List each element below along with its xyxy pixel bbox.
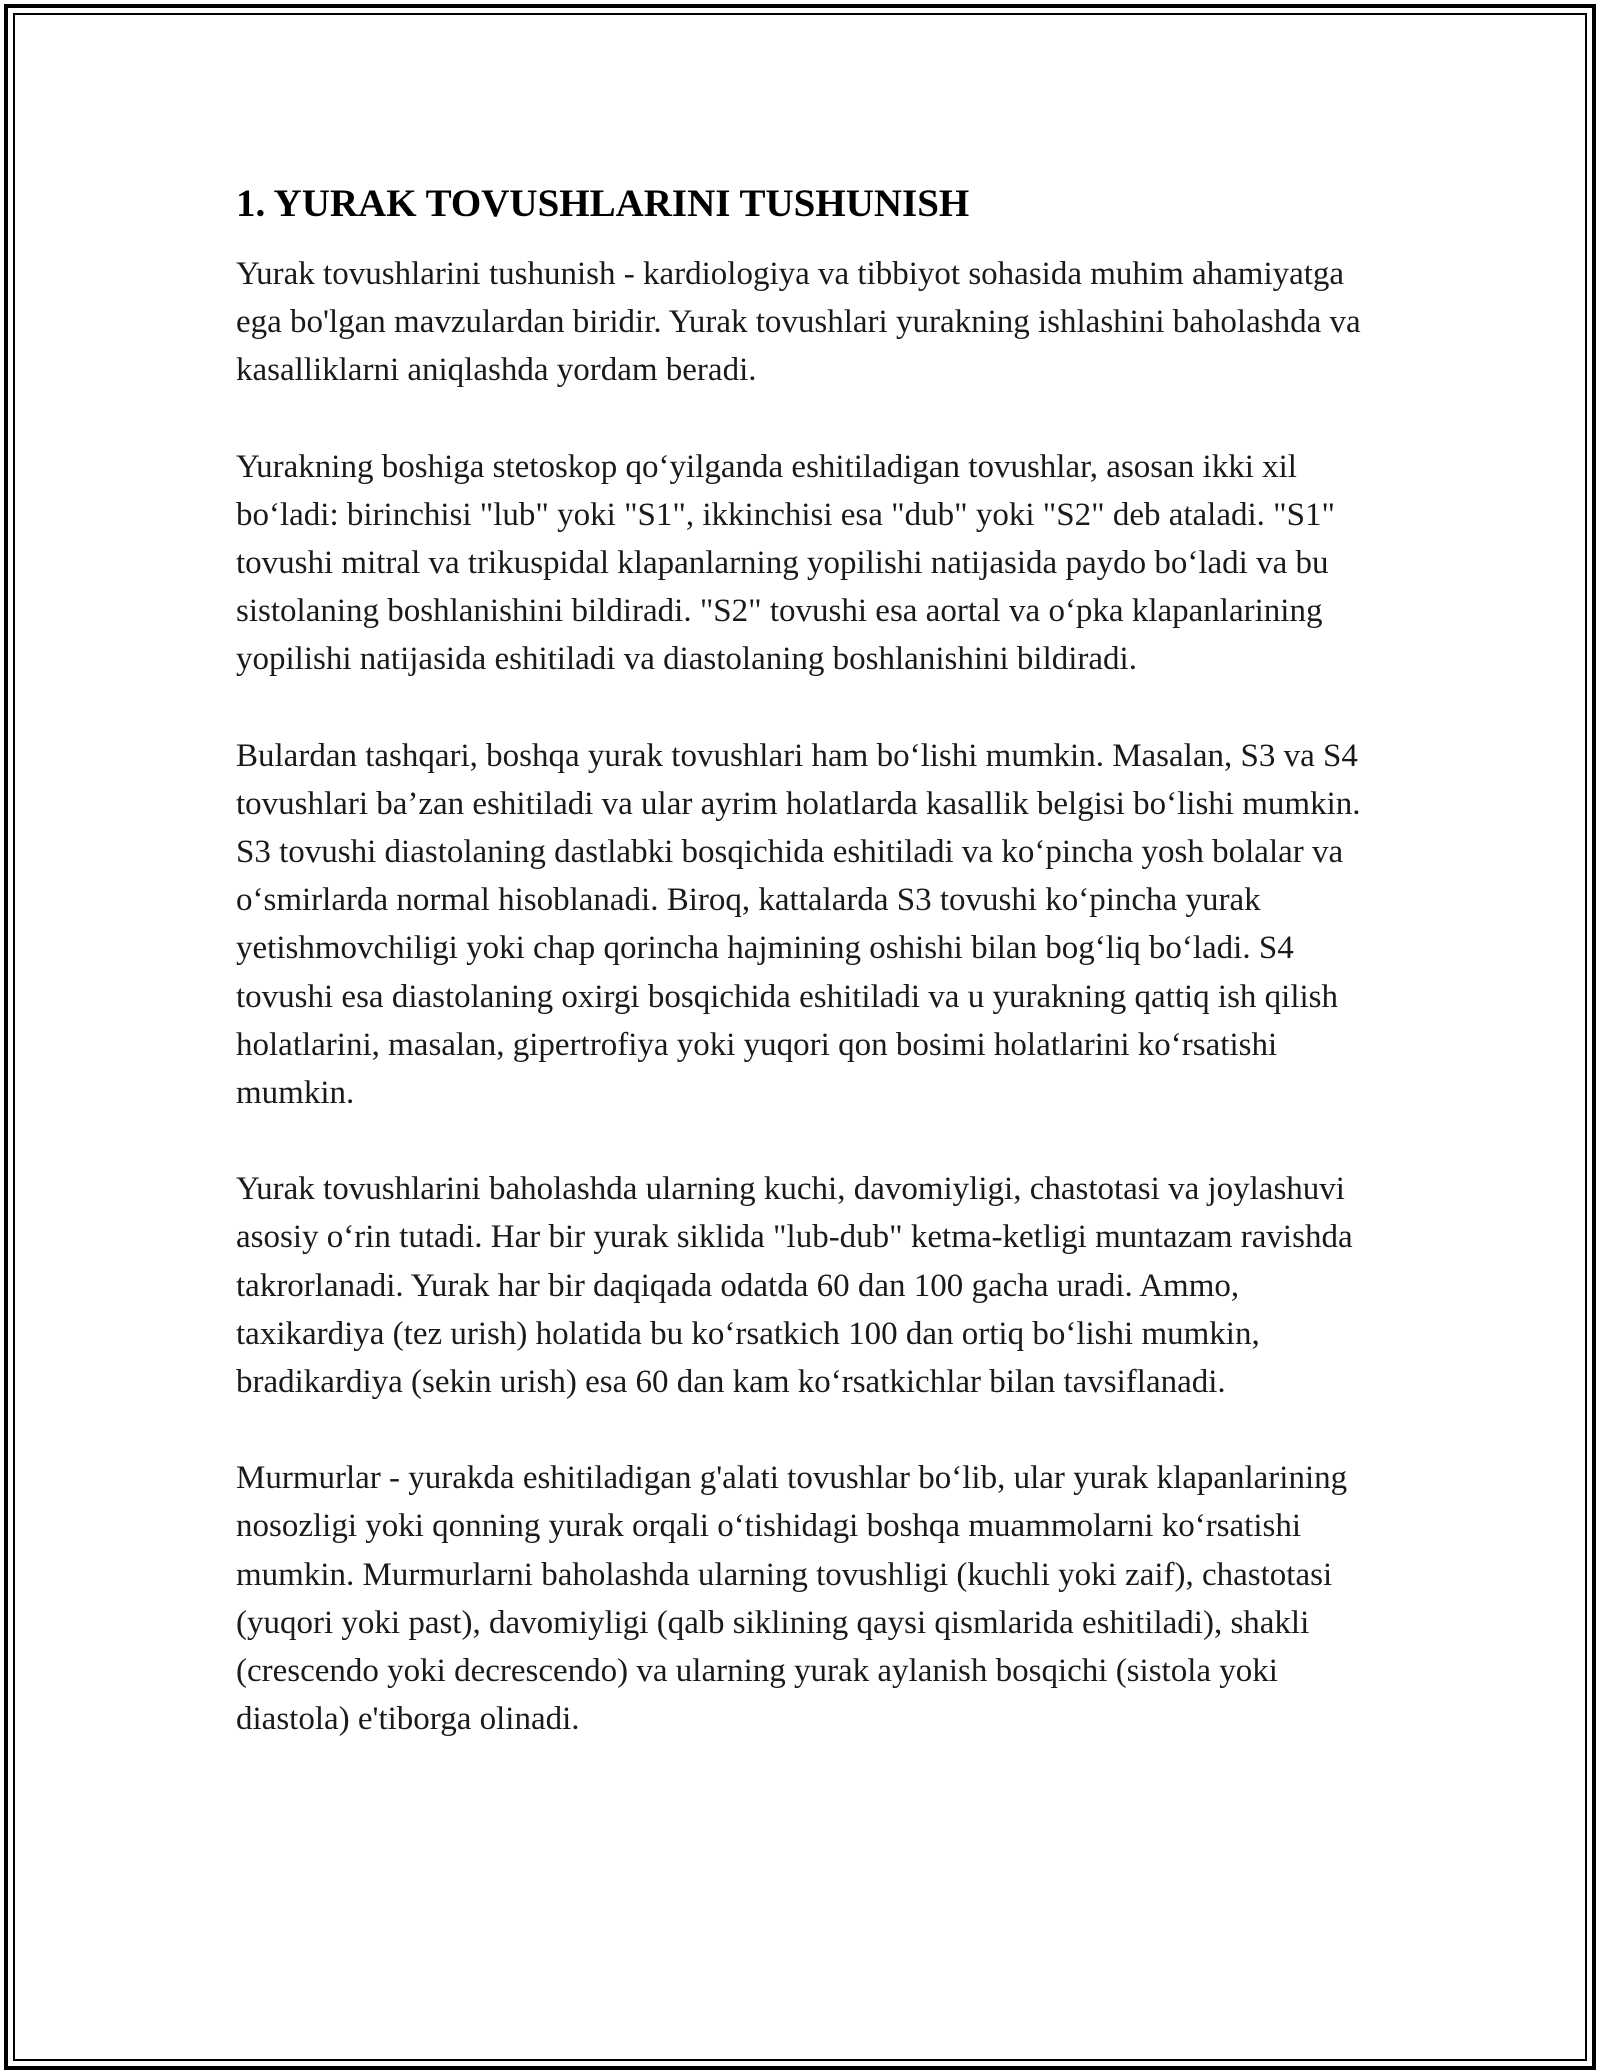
document-body <box>236 180 1376 1743</box>
paragraph-heart-rate: Yurak tovushlarini baholashda ularning kuchi, davomiyligi, chastotasi va joylashuvi asosiy o‘rin tutadi. Har bir yurak siklida "lub-dub" ketma-ketligi muntazam ravishda takrorlanadi. Yurak har bir daqiqada odatda 60 dan 100 gacha uradi. Ammo, taxikardiya (tez urish) holatida bu ko‘rsatkich 100 dan ortiq bo‘lishi mumkin, bradikardiya (sekin urish) esa 60 dan kam ko‘rsatkichlar bilan tavsiflanadi. <box>236 1171 1353 1401</box>
section-heading: 1. YURAK TOVUSHLARINI TUSHUNISH <box>236 182 970 225</box>
paragraph-intro: Yurak tovushlarini tushunish - kardiologiya va tibbiyot sohasida muhim ahamiyatga ega bo'lgan mavzulardan biridir. Yurak tovushlari yurakning ishlashini baholashda va kasalliklarni aniqlashda yordam beradi. <box>236 256 1361 389</box>
paragraph-s1-s2: Yurakning boshiga stetoskop qo‘yilganda eshitiladigan tovushlar, asosan ikki xil bo‘ladi: birinchisi "lub" yoki "S1", ikkinchisi esa "dub" yoki "S2" deb ataladi. "S1" tovushi mitral va trikuspidal klapanlarning yopilishi natijasida paydo bo‘ladi va bu sistolaning boshlanishini bildiradi. "S2" tovushi esa aortal va o‘pka klapanlarining yopilishi natijasida eshitiladi va diastolaning boshlanishini bildiradi. <box>236 448 1335 678</box>
paragraph-s3-s4: Bulardan tashqari, boshqa yurak tovushlari ham bo‘lishi mumkin. Masalan, S3 va S4 tovushlari ba’zan eshitiladi va ular ayrim holatlarda kasallik belgisi bo‘lishi mumkin. S3 tovushi diastolaning dastlabki bosqichida eshitiladi va ko‘pincha yosh bolalar va o‘smirlarda normal hisoblanadi. Biroq, kattalarda S3 tovushi ko‘pincha yurak yetishmovchiligi yoki chap qorincha hajmining oshishi bilan bog‘liq bo‘ladi. S4 tovushi esa diastolaning oxirgi bosqichida eshitiladi va u yurakning qattiq ish qilish holatlarini, masalan, gipertrofiya yoki yuqori qon bosimi holatlarini ko‘rsatishi mumkin. <box>236 737 1361 1112</box>
paragraph-murmurs: Murmurlar - yurakda eshitiladigan g'alati tovushlar bo‘lib, ular yurak klapanlarining nosozligi yoki qonning yurak orqali o‘tishidagi boshqa muammolarni ko‘rsatishi mumkin. Murmurlarni baholashda ularning tovushligi (kuchli yoki zaif), chastotasi (yuqori yoki past), davomiyligi (qalb siklining qaysi qismlarida eshitiladi), shakli (crescendo yoki decrescendo) va ularning yurak aylanish bosqichi (sistola yoki diastola) e'tiborga olinadi. <box>236 1460 1348 1738</box>
